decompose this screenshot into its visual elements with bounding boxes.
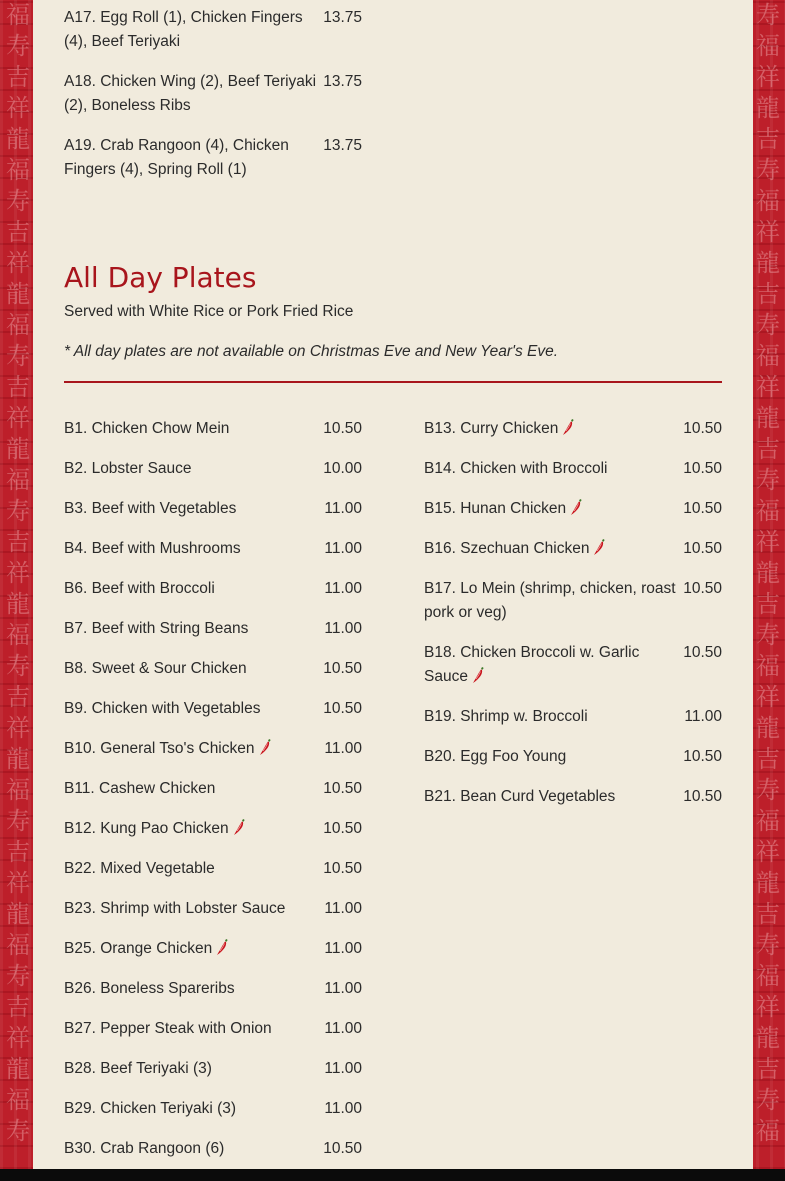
menu-item [64,937,362,961]
menu-item-price: 10.50 [683,748,722,765]
menu-item-label: B26. Boneless Spareribs [64,980,235,997]
section-divider [64,381,722,383]
menu-item-label: B10. General Tso's Chicken [64,740,255,757]
menu-item-name [424,457,683,481]
menu-item-name [64,737,324,761]
availability-note: * All day plates are not available on Christmas Eve and New Year's Eve. [64,343,559,360]
menu-item-label: B16. Szechuan Chicken [424,540,590,557]
menu-item [64,1057,362,1081]
bottom-bar [0,1169,785,1181]
menu-item [64,457,362,481]
menu-item-name [64,1097,324,1121]
menu-item-label: B7. Beef with String Beans [64,620,249,637]
menu-item-label: B27. Pepper Steak with Onion [64,1020,272,1037]
menu-item [64,1017,362,1041]
menu-item [64,697,362,721]
chili-pepper-icon [569,498,583,516]
menu-item-label: B20. Egg Foo Young [424,748,567,765]
menu-item-name [64,577,324,601]
menu-item-label: B17. Lo Mein (shrimp, chicken, roast pork or veg) [424,580,676,621]
menu-item [64,1097,362,1121]
menu-item [64,897,362,921]
menu-item-price: 10.50 [683,460,722,477]
menu-item-price: 10.50 [323,860,362,877]
menu-item-name [64,657,323,681]
decorative-glyph-border-left: 福 寿 吉 祥 龍 福 寿 吉 祥 龍 福 寿 吉 祥 龍 福 寿 吉 祥 龍 福 寿 吉 祥 龍 福 寿 吉 祥 龍 福 寿 吉 祥 龍 福 寿 [6,1,30,1145]
menu-item-label: B3. Beef with Vegetables [64,500,237,517]
menu-item-label: B11. Cashew Chicken [64,780,216,797]
decorative-glyph-border-right: 寿 福 祥 龍 吉 寿 福 祥 龍 吉 寿 福 祥 龍 吉 寿 福 祥 龍 吉 寿 福 祥 龍 吉 寿 福 祥 龍 吉 寿 福 祥 龍 吉 寿 福 [756,1,780,1145]
menu-item-name [64,857,323,881]
menu-item-price: 10.00 [323,460,362,477]
menu-item-label: B28. Beef Teriyaki (3) [64,1060,212,1077]
menu-item [64,497,362,521]
menu-item [64,70,362,118]
menu-item-price: 10.50 [323,660,362,677]
menu-item-name [64,777,323,801]
menu-item-name [64,937,324,961]
menu-item [64,417,362,441]
menu-item-name [64,977,324,1001]
section-title: All Day Plates [64,261,257,294]
menu-item [64,857,362,881]
chili-pepper-icon [258,738,272,756]
menu-item-name [64,1017,324,1041]
menu-item-price: 10.50 [323,780,362,797]
menu-item-name [64,617,324,641]
menu-item [64,657,362,681]
chili-pepper-icon [471,666,485,684]
menu-item-label: B8. Sweet & Sour Chicken [64,660,247,677]
menu-item-label: A17. Egg Roll (1), Chicken Fingers (4), Beef Teriyaki [64,9,303,50]
menu-item [64,577,362,601]
menu-item [424,537,722,561]
menu-item-name [424,417,683,441]
menu-item-price: 11.00 [324,980,362,997]
menu-item-label: B2. Lobster Sauce [64,460,192,477]
menu-item-label: B25. Orange Chicken [64,940,213,957]
menu-item [64,1137,362,1161]
menu-item [424,705,722,729]
menu-item-price: 13.75 [323,9,362,26]
menu-item-price: 11.00 [324,1060,362,1077]
menu-item-price: 11.00 [324,1020,362,1037]
menu-item-price: 11.00 [324,940,362,957]
menu-item-label: B21. Bean Curd Vegetables [424,788,616,805]
menu-item [64,617,362,641]
menu-item-price: 10.50 [323,1140,362,1157]
menu-item-name [64,817,323,841]
menu-item [424,745,722,769]
menu-item-price: 10.50 [683,788,722,805]
menu-item [64,6,362,54]
menu-item-label: A19. Crab Rangoon (4), Chicken Fingers (4), Spring Roll (1) [64,137,289,178]
menu-item-price: 11.00 [324,1100,362,1117]
menu-item-label: B18. Chicken Broccoli w. Garlic Sauce [424,644,640,685]
menu-item-price: 10.50 [323,820,362,837]
menu-item-name [64,897,324,921]
menu-item [64,134,362,182]
menu-item [424,457,722,481]
menu-item-label: B29. Chicken Teriyaki (3) [64,1100,237,1117]
menu-item-price: 11.00 [324,500,362,517]
menu-item-price: 10.50 [323,700,362,717]
menu-item-name [424,577,683,625]
menu-item-label: B30. Crab Rangoon (6) [64,1140,225,1157]
menu-item-name [424,745,683,769]
menu-item-name [424,497,683,521]
menu-item-price: 11.00 [324,580,362,597]
menu-item-label: B14. Chicken with Broccoli [424,460,608,477]
menu-item-name [64,537,324,561]
menu-item-price: 13.75 [323,137,362,154]
menu-panel [33,0,753,1169]
menu-item-price: 10.50 [683,644,722,661]
menu-item-price: 10.50 [683,500,722,517]
menu-item-label: B15. Hunan Chicken [424,500,567,517]
chili-pepper-icon [592,538,606,556]
menu-item-name [424,705,684,729]
menu-item-name [64,1057,324,1081]
menu-item-name [64,6,323,54]
menu-item-price: 11.00 [324,740,362,757]
menu-item-name [64,70,323,118]
menu-item-label: A18. Chicken Wing (2), Beef Teriyaki (2), Boneless Ribs [64,73,317,114]
menu-item-price: 10.50 [683,540,722,557]
menu-item-label: B9. Chicken with Vegetables [64,700,261,717]
menu-item-name [424,641,683,689]
menu-item-price: 11.00 [324,900,362,917]
menu-item-label: B22. Mixed Vegetable [64,860,215,877]
chili-pepper-icon [561,418,575,436]
section-subtitle: Served with White Rice or Pork Fried Rice [64,303,354,320]
menu-item-label: B23. Shrimp with Lobster Sauce [64,900,286,917]
menu-item [64,977,362,1001]
menu-item-price: 11.00 [324,620,362,637]
menu-item-price: 10.50 [323,420,362,437]
menu-item-price: 10.50 [683,580,722,597]
menu-item-label: B6. Beef with Broccoli [64,580,215,597]
menu-item-label: B4. Beef with Mushrooms [64,540,241,557]
menu-item-name [424,785,683,809]
menu-item-price: 11.00 [684,708,722,725]
menu-item-name [64,697,323,721]
menu-item-name [64,417,323,441]
menu-item [64,537,362,561]
menu-item-name [64,134,323,182]
menu-item [64,777,362,801]
menu-item-name [64,457,323,481]
chili-pepper-icon [232,818,246,836]
menu-item-name [424,537,683,561]
menu-item [424,785,722,809]
menu-item [64,737,362,761]
menu-item [424,417,722,441]
menu-item-label: B12. Kung Pao Chicken [64,820,229,837]
menu-item-price: 11.00 [324,540,362,557]
menu-item-name [64,497,324,521]
menu-item [424,577,722,625]
menu-item [424,497,722,521]
menu-item [424,641,722,689]
menu-item-price: 13.75 [323,73,362,90]
menu-item-label: B1. Chicken Chow Mein [64,420,230,437]
menu-item [64,817,362,841]
menu-item-name [64,1137,323,1161]
menu-item-label: B19. Shrimp w. Broccoli [424,708,588,725]
menu-item-price: 10.50 [683,420,722,437]
chili-pepper-icon [215,938,229,956]
menu-item-label: B13. Curry Chicken [424,420,559,437]
